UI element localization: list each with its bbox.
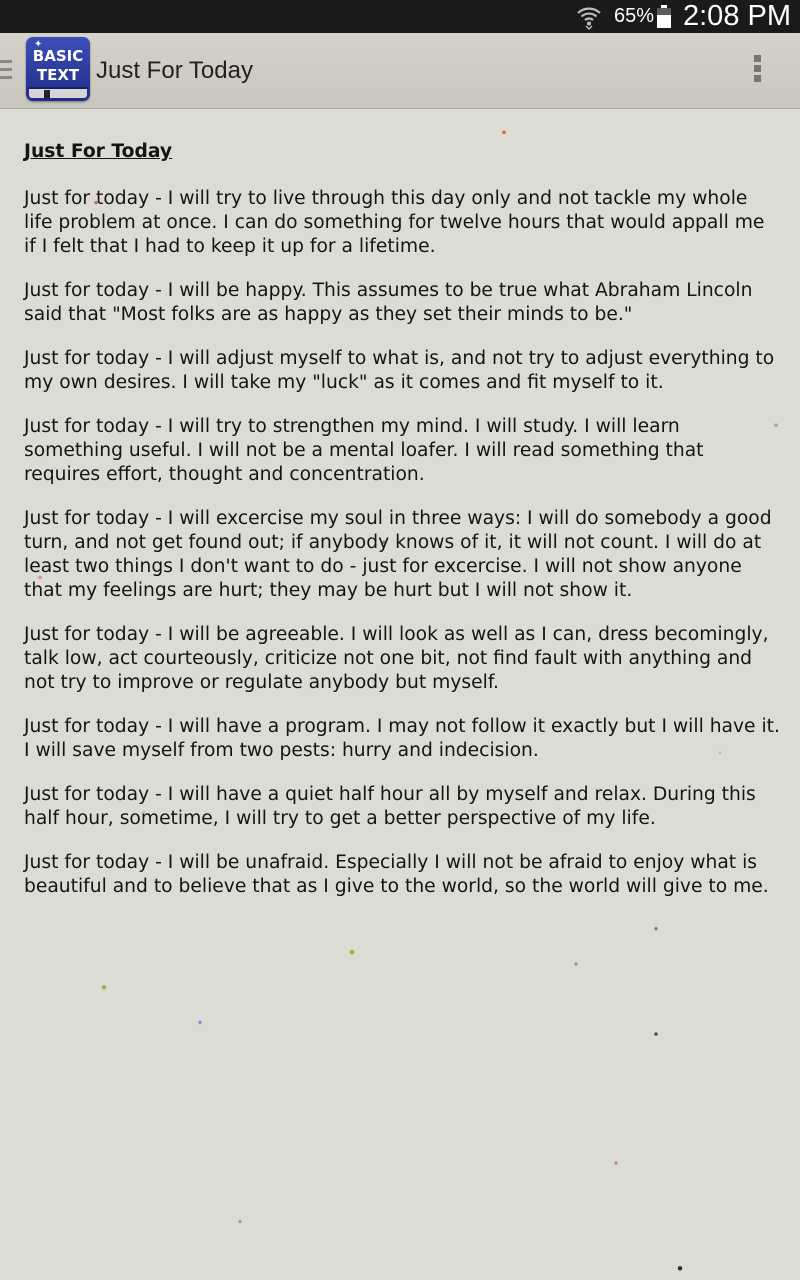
action-bar-title: Just For Today: [96, 57, 253, 84]
paragraph: Just for today - I will try to live through this day only and not tackle my whole life problem at once. I can do something for twelve hours that would appall me if I felt that I had to keep it up for a lifetime.: [24, 188, 765, 257]
status-indicators: [576, 0, 791, 33]
paragraph: Just for today - I will adjust myself to what is, and not try to adjust everything to my own desires. I will take my "luck" as it comes and fit myself to it.: [24, 348, 775, 393]
clock: 2:08 PM: [683, 0, 791, 32]
paragraph: Just for today - I will be agreeable. I will look as well as I can, dress becomingly, talk low, act courteously, criticize not one bit, not find fault with anything and not try to improve or regulate anybody but myself.: [24, 624, 769, 693]
paragraph: Just for today - I will have a program. I may not follow it exactly but I will have it. I will save myself from two pests: hurry and indecision.: [24, 716, 780, 761]
paragraph: Just for today - I will have a quiet half hour all by myself and relax. During this half hour, sometime, I will try to get a better perspective of my life.: [24, 784, 756, 829]
status-bar: [0, 0, 800, 33]
sparkle-icon: ✦: [34, 39, 43, 50]
article-title: Just For Today: [24, 141, 173, 162]
logo-line-2: TEXT: [36, 66, 80, 84]
wifi-icon: [576, 4, 602, 30]
bookmark-icon: [44, 90, 50, 99]
paragraph: Just for today - I will be happy. This assumes to be true what Abraham Lincoln said that "Most folks are as happy as they set their minds to be.": [24, 280, 753, 325]
content-area[interactable]: [0, 109, 800, 1280]
action-bar: [0, 33, 800, 109]
overflow-menu-icon[interactable]: [749, 55, 765, 87]
logo-line-1: BASIC: [32, 47, 84, 65]
battery-percent: 65%: [613, 5, 654, 27]
app-logo[interactable]: [26, 37, 90, 101]
battery-icon: [657, 5, 671, 28]
paragraph: Just for today - I will excercise my soul in three ways: I will do somebody a good turn, and not get found out; if anybody knows of it, it will not count. I will do at least two things I don't want to do - just for excercise. I will not show anyone that my feelings are hurt; they may be hurt but I will not show it.: [24, 508, 772, 601]
paragraph: Just for today - I will try to strengthen my mind. I will study. I will learn something useful. I will not be a mental loafer. I will read something that requires effort, thought and concentration.: [24, 416, 704, 485]
drawer-icon[interactable]: [0, 60, 14, 80]
article: [24, 140, 780, 919]
paragraph: Just for today - I will be unafraid. Especially I will not be afraid to enjoy what is beautiful and to believe that as I give to the world, so the world will give to me.: [24, 852, 769, 897]
book-pages-icon: [29, 87, 87, 98]
